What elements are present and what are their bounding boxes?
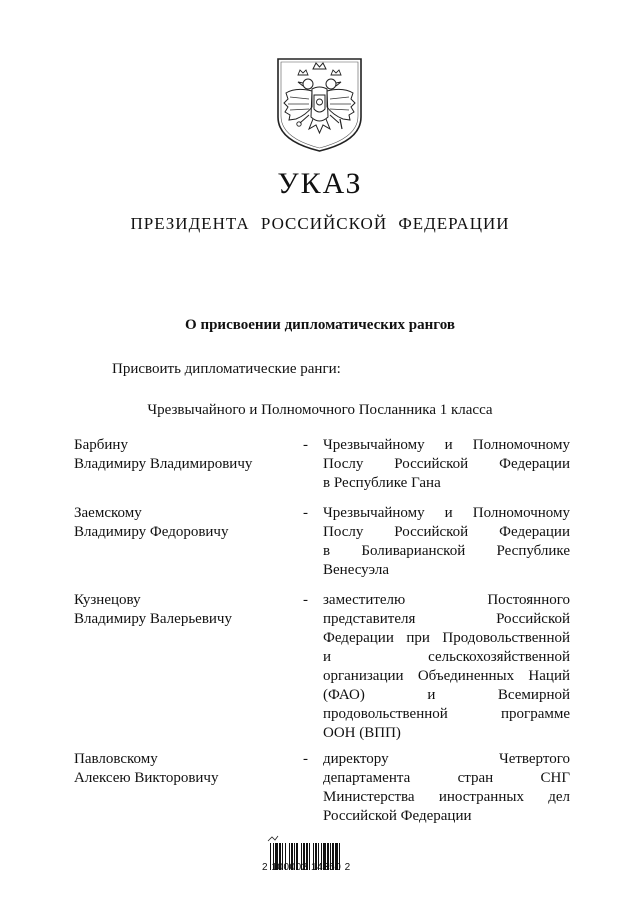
state-emblem-icon	[276, 57, 363, 153]
position-line: Послу Российской Федерации	[323, 524, 570, 540]
entry-dash: -	[303, 505, 308, 521]
position-line: Венесуэла	[323, 562, 389, 578]
entry-dash: -	[303, 437, 308, 453]
position-line: Чрезвычайному и Полномочному	[323, 437, 570, 453]
position-line: организации Объединенных Наций	[323, 668, 570, 684]
position-line: Послу Российской Федерации	[323, 456, 570, 472]
appointee-given-names: Владимиру Валерьевичу	[74, 611, 232, 627]
position-line: Чрезвычайному и Полномочному	[323, 505, 570, 521]
appointee-given-names: Владимиру Федоровичу	[74, 524, 229, 540]
appointee-position	[323, 750, 570, 826]
barcode-number: 2 100002 14350 2	[262, 862, 351, 873]
appointee-position	[323, 436, 570, 493]
appointee-position	[323, 591, 570, 743]
position-line: ООН (ВПП)	[323, 725, 401, 741]
rank-line: Чрезвычайного и Полномочного Посланника 1 класса	[147, 402, 493, 418]
position-line: в Боливарианской Республике	[323, 543, 570, 559]
appointee-name	[74, 591, 294, 629]
position-line: (ФАО) и Всемирной	[323, 687, 570, 703]
decree-subtitle: ПРЕЗИДЕНТА РОССИЙСКОЙ ФЕДЕРАЦИИ	[130, 214, 510, 233]
position-line: представителя Российской	[323, 611, 570, 627]
position-line: в Республике Гана	[323, 475, 441, 491]
appointee-surname: Барбину	[74, 437, 128, 453]
position-line: заместителю Постоянного	[323, 592, 570, 608]
entry-dash: -	[303, 592, 308, 608]
entry-dash: -	[303, 751, 308, 767]
position-line: департамента стран СНГ	[323, 770, 570, 786]
position-line: продовольственной программе	[323, 706, 570, 722]
position-line: Федерации при Продовольственной	[323, 630, 570, 646]
decree-title: УКАЗ	[277, 167, 363, 200]
position-line: Российской Федерации	[323, 808, 472, 824]
decree-intro: Присвоить дипломатические ранги:	[112, 361, 341, 377]
appointee-surname: Кузнецову	[74, 592, 141, 608]
appointee-surname: Павловскому	[74, 751, 158, 767]
appointee-given-names: Алексею Викторовичу	[74, 770, 219, 786]
appointee-name	[74, 436, 294, 474]
position-line: директору Четвертого	[323, 751, 570, 767]
barcode	[266, 833, 378, 883]
appointee-surname: Заемскому	[74, 505, 142, 521]
position-line: Министерства иностранных дел	[323, 789, 570, 805]
appointee-name	[74, 750, 294, 788]
appointee-name	[74, 504, 294, 542]
decree-heading: О присвоении дипломатических рангов	[185, 317, 455, 333]
appointee-given-names: Владимиру Владимировичу	[74, 456, 253, 472]
appointee-position	[323, 504, 570, 580]
position-line: и сельскохозяйственной	[323, 649, 570, 665]
